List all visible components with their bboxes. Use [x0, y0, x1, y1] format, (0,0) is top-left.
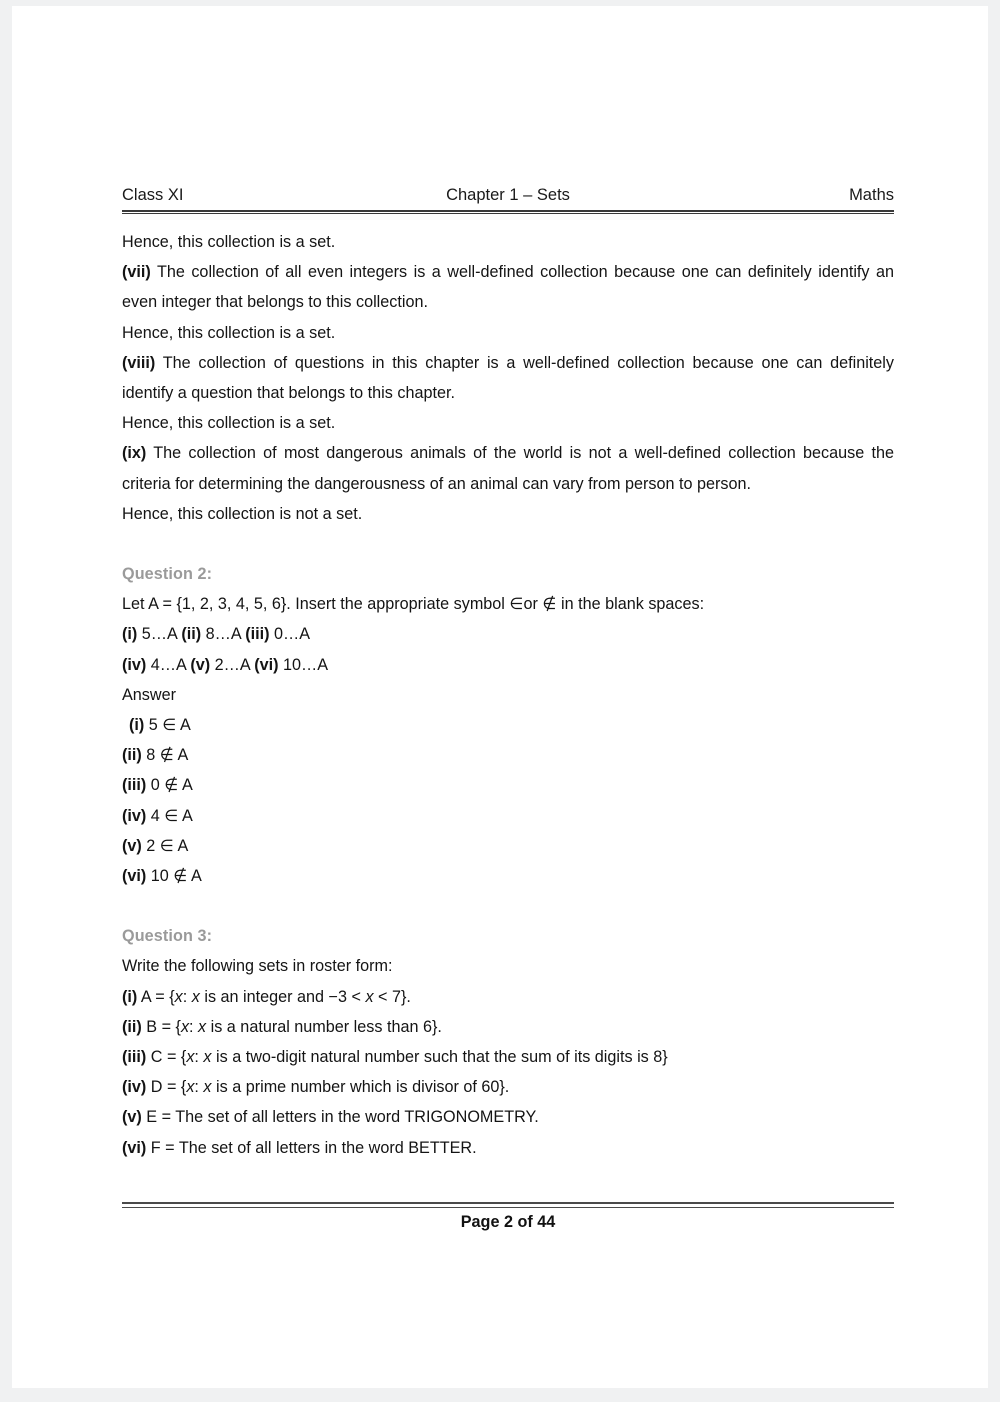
- item-vii-label: (vii): [122, 263, 151, 282]
- q3-var-iv-1: x: [186, 1078, 195, 1097]
- section-spacer: [122, 529, 894, 559]
- question-2-prompt-mid: or: [523, 595, 543, 614]
- answer-label-i: (i): [129, 716, 145, 735]
- blank-label-ii: (ii): [181, 625, 202, 644]
- answer-text-v: 2 ∈ A: [141, 836, 189, 855]
- question-3-item: [122, 1102, 894, 1132]
- running-header: [122, 186, 894, 212]
- q3-pre-ii: B = {: [141, 1017, 181, 1036]
- answer-text-ii: 8 ∉ A: [141, 746, 189, 765]
- question-2-prompt-post: in the blank spaces:: [556, 595, 705, 614]
- q3-var-i-2: x: [191, 987, 200, 1006]
- answer-label-v: (v): [122, 836, 142, 855]
- element-of-symbol: ∈: [509, 595, 524, 614]
- q3-pre-vi: F = The set of all letters in the word BETTER.: [146, 1138, 477, 1157]
- blank-label-i: (i): [122, 625, 138, 644]
- blank-label-iv: (iv): [122, 655, 147, 674]
- q3-post-iii: is a two-digit natural number such that the sum of its digits is 8}: [211, 1048, 668, 1067]
- page-footer: [122, 1202, 894, 1232]
- item-ix-text: The collection of most dangerous animals of the world is not a well-defined collection because the criteria for determining the dangerousness of an animal can vary from person to person.: [122, 444, 894, 493]
- answer-row: [122, 861, 894, 891]
- q3-label-v: (v): [122, 1108, 142, 1127]
- q3-label-ii: (ii): [122, 1017, 142, 1036]
- question-3-item-list: [122, 982, 894, 1163]
- q3-mid-iv: :: [194, 1078, 204, 1097]
- item-vii: [122, 257, 894, 317]
- page-sheet: [12, 6, 988, 1388]
- q3-var-iii-1: x: [186, 1048, 195, 1067]
- q3-pre-v: E = The set of all letters in the word TRIGONOMETRY.: [141, 1108, 539, 1127]
- q3-mid-i: :: [182, 987, 192, 1006]
- header-class-label: Class XI: [122, 186, 184, 204]
- q3-pre-iv: D = {: [146, 1078, 187, 1097]
- question-2-blanks-row-1: [122, 619, 894, 649]
- blank-label-iii: (iii): [245, 625, 270, 644]
- section-spacer: [122, 891, 894, 921]
- answer-row: [122, 801, 894, 831]
- page-number-label: Page 2 of 44: [460, 1213, 556, 1231]
- header-subject-label: Maths: [849, 186, 894, 204]
- page-content-column: [122, 6, 894, 1388]
- q3-mid-ii: :: [189, 1017, 199, 1036]
- question-3-item: [122, 1042, 894, 1072]
- q3-post-i: is an integer and −3 <: [199, 987, 366, 1006]
- question-2-blanks-row-2: [122, 650, 894, 680]
- item-viii-text: The collection of questions in this chapter is a well-defined collection because one can definitely identify a question that belongs to this chapter.: [122, 353, 894, 403]
- blank-text-iv: 4…A: [146, 655, 191, 674]
- blank-label-v: (v): [190, 655, 211, 674]
- hence-line-4: Hence, this collection is not a set.: [122, 504, 363, 523]
- question-2-answer-list: [122, 710, 894, 891]
- page-body: [122, 227, 894, 1163]
- hence-line-3: Hence, this collection is a set.: [122, 414, 336, 433]
- q3-var-iv-2: x: [203, 1078, 212, 1097]
- answer-label-vi: (vi): [122, 867, 147, 886]
- blank-text-i: 5…A: [137, 625, 182, 644]
- answer-text-iv: 4 ∈ A: [146, 806, 193, 825]
- q3-var-ii-1: x: [180, 1017, 190, 1036]
- item-ix: [122, 438, 894, 498]
- question-3-item: [122, 982, 894, 1012]
- question-3-item: [122, 1072, 894, 1102]
- question-2-prompt-pre: Let A = {1, 2, 3, 4, 5, 6}. Insert the appropriate symbol: [122, 595, 510, 614]
- question-3-prompt: Write the following sets in roster form:: [122, 957, 393, 976]
- answer-text-vi: 10 ∉ A: [146, 867, 202, 886]
- hence-line-2: Hence, this collection is a set.: [122, 323, 336, 342]
- answer-label-iv: (iv): [122, 806, 147, 825]
- q3-label-i: (i): [122, 987, 138, 1006]
- question-2-answer-label: Answer: [122, 685, 176, 704]
- item-vii-text: The collection of all even integers is a well-defined collection because one can definitely identify an even integer that belongs to this collection.: [122, 263, 894, 312]
- question-3-heading: Question 3:: [122, 927, 213, 946]
- answer-row: [122, 831, 894, 861]
- item-ix-label: (ix): [122, 444, 147, 463]
- q3-label-iv: (iv): [122, 1078, 147, 1097]
- blank-text-iii: 0…A: [269, 625, 311, 644]
- header-chapter-title: Chapter 1 – Sets: [446, 186, 570, 204]
- q3-post-iv: is a prime number which is divisor of 60}.: [211, 1078, 510, 1097]
- answer-label-ii: (ii): [122, 746, 142, 765]
- item-viii-label: (viii): [122, 353, 156, 372]
- q3-pre-iii: C = {: [146, 1048, 187, 1067]
- answer-text-iii: 0 ∉ A: [146, 776, 193, 795]
- q3-var-i-3: x: [365, 987, 374, 1006]
- answer-text-i: 5 ∈ A: [144, 716, 191, 735]
- answer-row: [122, 770, 894, 800]
- not-element-of-symbol: ∉: [542, 595, 557, 614]
- blank-text-v: 2…A: [210, 655, 255, 674]
- question-3-item: [122, 1012, 894, 1042]
- answer-label-iii: (iii): [122, 776, 147, 795]
- answer-row: [122, 710, 894, 740]
- answer-row: [122, 740, 894, 770]
- blank-text-vi: 10…A: [278, 655, 329, 674]
- hence-line-1: Hence, this collection is a set.: [122, 233, 336, 251]
- blank-text-ii: 8…A: [201, 625, 246, 644]
- q3-post-ii: is a natural number less than 6}.: [206, 1017, 442, 1036]
- q3-mid-iii: :: [194, 1048, 204, 1067]
- question-2-prompt: [122, 589, 894, 619]
- q3-var-ii-2: x: [198, 1017, 207, 1036]
- question-3-item: [122, 1133, 894, 1163]
- blank-label-vi: (vi): [254, 655, 279, 674]
- item-viii: [122, 348, 894, 408]
- q3-var-iii-2: x: [203, 1048, 212, 1067]
- q3-label-iii: (iii): [122, 1048, 147, 1067]
- q3-label-vi: (vi): [122, 1138, 147, 1157]
- q3-var-i-1: x: [174, 987, 183, 1006]
- q3-tail-i: < 7}.: [373, 987, 411, 1006]
- question-2-heading: Question 2:: [122, 565, 213, 584]
- q3-pre-i: A = {: [137, 987, 175, 1006]
